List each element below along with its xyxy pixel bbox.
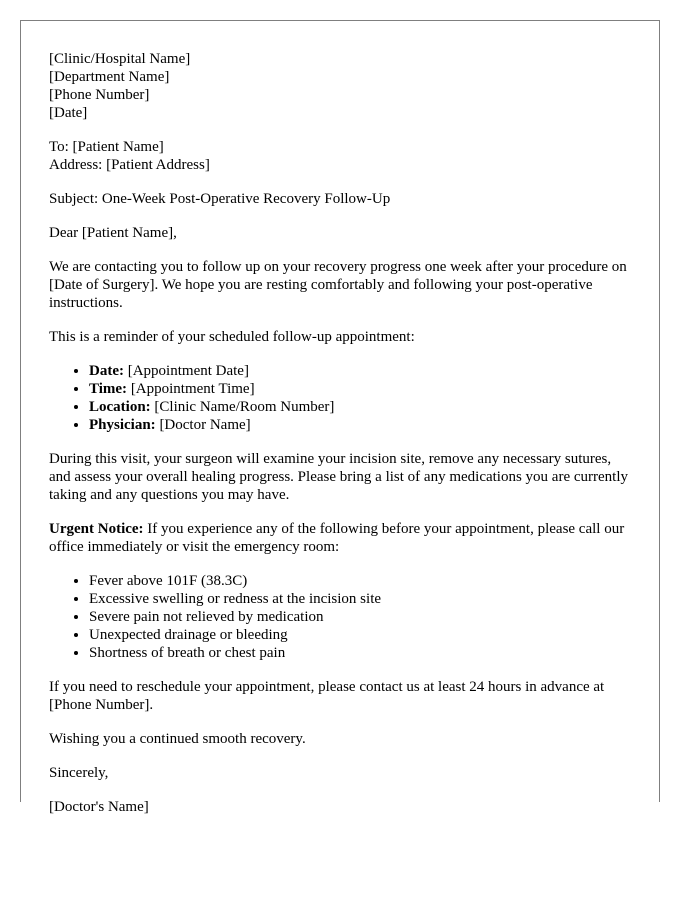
symptoms-list <box>49 572 634 662</box>
appointment-location-item <box>89 398 634 416</box>
symptom-item: • Fever above 101F (38.3C) <box>89 572 634 590</box>
appointment-time-label: Time: <box>89 381 128 397</box>
symptom-item: • Shortness of breath or chest pain <box>89 644 634 662</box>
clinic-name: [Clinic/Hospital Name] <box>49 51 191 67</box>
appointment-time-value: [Appointment Time] <box>127 381 255 397</box>
phone-number: [Phone Number] <box>49 87 150 103</box>
appointment-physician-value: [Doctor Name] <box>155 417 251 433</box>
reminder-paragraph: This is a reminder of your scheduled follow-up appointment: <box>49 329 415 345</box>
symptom-item: • Severe pain not relieved by medication <box>89 608 634 626</box>
wishes-paragraph: Wishing you a continued smooth recovery. <box>49 731 306 747</box>
closing-line: Sincerely, <box>49 765 109 781</box>
signature-line: [Doctor's Name] <box>49 799 149 815</box>
appointment-time-item <box>89 380 634 398</box>
letter-date: [Date] <box>49 105 88 121</box>
recipient-block <box>49 138 634 174</box>
salutation: Dear [Patient Name], <box>49 225 177 241</box>
reschedule-paragraph: If you need to reschedule your appointment, please contact us at least 24 hours in advance at [Phone Number]. <box>49 679 605 713</box>
appointment-date-label: Date: <box>89 363 124 379</box>
appointment-location-label: Location: <box>89 399 151 415</box>
appointment-details-list <box>49 362 634 434</box>
visit-paragraph: During this visit, your surgeon will examine your incision site, remove any necessary sutures, and assess your overall healing progress. Please bring a list of any medications you are currently taking and any questions you may have. <box>49 451 629 503</box>
letter-body <box>49 50 634 832</box>
department-name: [Department Name] <box>49 69 170 85</box>
urgent-notice-paragraph <box>49 520 634 556</box>
appointment-physician-item <box>89 416 634 434</box>
intro-paragraph: We are contacting you to follow up on your recovery progress one week after your procedure on [Date of Surgery]. We hope you are resting comfortably and following your post-operative instructions. <box>49 259 627 311</box>
symptom-item: • Excessive swelling or redness at the incision site <box>89 590 634 608</box>
recipient-to: To: [Patient Name] <box>49 139 164 155</box>
subject-line: Subject: One-Week Post-Operative Recovery Follow-Up <box>49 191 391 207</box>
urgent-notice-label: Urgent Notice: <box>49 521 144 537</box>
recipient-address: Address: [Patient Address] <box>49 157 210 173</box>
urgent-notice-text: If you experience any of the following before your appointment, please call our office immediately or visit the emergency room: <box>49 521 625 555</box>
appointment-date-value: [Appointment Date] <box>123 363 249 379</box>
symptom-item: • Unexpected drainage or bleeding <box>89 626 634 644</box>
appointment-physician-label: Physician: <box>89 417 156 433</box>
appointment-date-item <box>89 362 634 380</box>
letter-page <box>20 20 660 815</box>
clinic-header <box>49 50 634 122</box>
appointment-location-value: [Clinic Name/Room Number] <box>150 399 335 415</box>
